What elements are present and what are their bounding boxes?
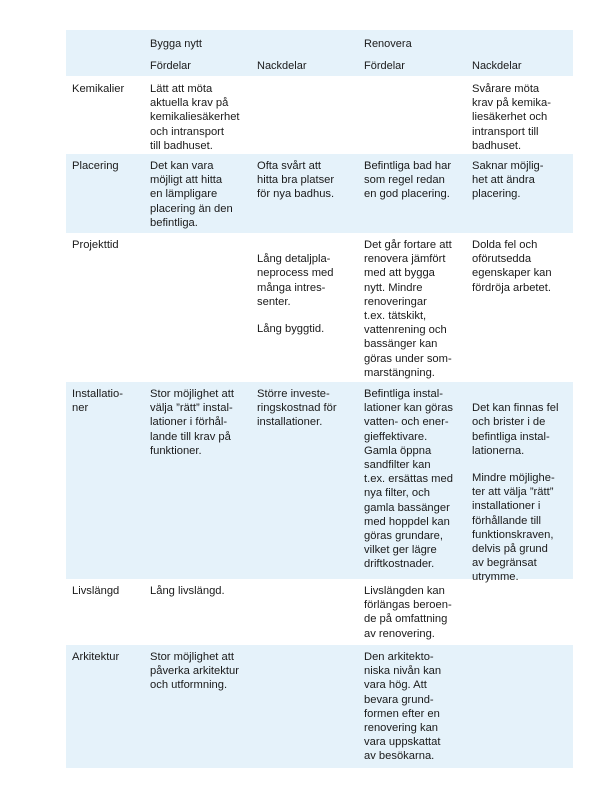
header-group-new: Bygga nytt bbox=[150, 38, 202, 50]
header-pros-new: Fördelar bbox=[150, 60, 191, 72]
row-label: Placering bbox=[72, 160, 119, 172]
cell-paragraph: Lång byggtid. bbox=[257, 323, 325, 336]
cell-renovate-pros: Den arkitekto- niska nivån kan vara hög. Att bevara grund- formen efter en renovering kan vara uppskattat av besökarna. bbox=[364, 651, 442, 763]
header-group-renovate: Renovera bbox=[364, 38, 412, 50]
cell-new-cons: Ofta svårt att hitta bra platser för nya badhus. bbox=[257, 160, 335, 201]
table-row-placering bbox=[66, 154, 573, 233]
table-row-projekttid bbox=[66, 233, 573, 382]
row-label: Kemikalier bbox=[72, 83, 125, 95]
table-row-installationer bbox=[66, 382, 573, 584]
cell-renovate-pros: Det går fortare att renovera jämfört med att bygga nytt. Mindre renoveringar t.ex. tätskikt, vattenrening och bassänger kan göras under som- marstängning. bbox=[364, 239, 452, 379]
table-row-livslangd bbox=[66, 579, 573, 645]
cell-renovate-cons: Saknar möjlig- het att ändra placering. bbox=[472, 160, 544, 201]
cell-paragraph: Det kan finnas fel och brister i de befintliga instal- lationerna. bbox=[472, 402, 559, 457]
cell-renovate-pros: Befintliga bad har som regel redan en god placering. bbox=[364, 160, 452, 201]
row-label: Projekttid bbox=[72, 239, 119, 251]
row-label: Installatio- ner bbox=[72, 388, 123, 415]
cell-paragraph: Lång detaljpla- neprocess med många intres- senter. bbox=[257, 253, 334, 308]
table-row-kemikalier bbox=[66, 76, 573, 154]
cell-renovate-cons: Dolda fel och oförutsedda egenskaper kan fördröja arbetet. bbox=[472, 239, 552, 294]
cell-renovate-pros: Befintliga instal- lationer kan göras vatten- och ener- gieffektivare. Gamla öppna sandfilter kan t.ex. ersättas med nya filter, och gamla bassänger med hoppdel kan göras grundare, vilket ger lägre driftkostnader. bbox=[364, 388, 453, 571]
cell-new-pros: Stor möjlighet att välja ”rätt” instal- lationer i förhål- lande till krav på funktioner. bbox=[150, 388, 234, 457]
header-pros-renovate: Fördelar bbox=[364, 60, 405, 72]
cell-new-pros: Lätt att möta aktuella krav på kemikaliesäkerhet och intransport till badhuset. bbox=[150, 83, 240, 152]
cell-renovate-pros: Livslängden kan förlängas beroen- de på omfattning av renovering. bbox=[364, 585, 452, 640]
cell-new-cons: Större investe- ringskostnad för installationer. bbox=[257, 388, 337, 429]
cell-new-pros: Det kan vara möjligt att hitta en lämpligare placering än den befintliga. bbox=[150, 160, 233, 229]
cell-new-cons bbox=[257, 238, 357, 350]
header-group-row bbox=[66, 30, 573, 55]
table-row-arkitektur bbox=[66, 645, 573, 768]
header-cons-renovate: Nackdelar bbox=[472, 60, 522, 72]
header-cons-new: Nackdelar bbox=[257, 60, 307, 72]
header-subcolumn-row bbox=[66, 55, 573, 76]
cell-paragraph: Mindre möjlighe- ter att välja ”rätt” installationer i förhållande till funktionskraven, delvis på grund av begränsat utrymme. bbox=[472, 472, 555, 584]
cell-new-pros: Stor möjlighet att påverka arkitektur och utformning. bbox=[150, 651, 239, 692]
row-label: Livslängd bbox=[72, 585, 120, 597]
row-label: Arkitektur bbox=[72, 651, 120, 663]
cell-new-pros: Lång livslängd. bbox=[150, 585, 225, 597]
cell-renovate-cons: Svårare möta krav på kemika- liesäkerhet och intransport till badhuset. bbox=[472, 83, 551, 152]
comparison-table bbox=[66, 30, 573, 768]
cell-renovate-cons bbox=[472, 387, 572, 599]
